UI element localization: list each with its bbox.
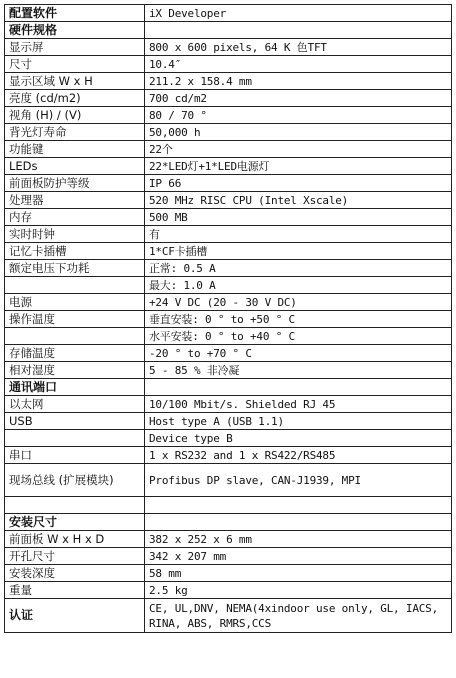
- table-row: [5, 90, 452, 107]
- table-row: [5, 582, 452, 599]
- table-row: [5, 379, 452, 396]
- power-rated-max: 最大: 1.0 A: [145, 277, 452, 294]
- empty-cell: [145, 22, 452, 39]
- table-row: [5, 22, 452, 39]
- usb-device: Device type B: [145, 430, 452, 447]
- ethernet-label: 以太网: [5, 396, 145, 413]
- section-comm: 通讯端口: [5, 379, 145, 396]
- table-row: [5, 345, 452, 362]
- power-label: 电源: [5, 294, 145, 311]
- cpu-label: 处理器: [5, 192, 145, 209]
- table-row: [5, 294, 452, 311]
- humidity-label: 相对湿度: [5, 362, 145, 379]
- table-row: [5, 5, 452, 22]
- cutout-value: 342 x 207 mm: [145, 548, 452, 565]
- humidity-value: 5 - 85 % 非冷凝: [145, 362, 452, 379]
- spec-table: [4, 4, 452, 633]
- storage-temp-value: -20 ° to +70 ° C: [145, 345, 452, 362]
- table-row: [5, 464, 452, 497]
- table-row: [5, 73, 452, 90]
- table-row: [5, 226, 452, 243]
- ethernet-value: 10/100 Mbit/s. Shielded RJ 45: [145, 396, 452, 413]
- table-row: [5, 209, 452, 226]
- power-rated-normal: 正常: 0.5 A: [145, 260, 452, 277]
- table-row: [5, 107, 452, 124]
- weight-label: 重量: [5, 582, 145, 599]
- depth-label: 安装深度: [5, 565, 145, 582]
- section-cert: 认证: [5, 599, 145, 633]
- empty-cell: [145, 379, 452, 396]
- table-row: [5, 362, 452, 379]
- backlight-value: 50,000 h: [145, 124, 452, 141]
- viewing-angle-label: 视角 (H) / (V): [5, 107, 145, 124]
- empty-cell: [5, 277, 145, 294]
- leds-label: LEDs: [5, 158, 145, 175]
- usb-label: USB: [5, 413, 145, 430]
- cf-slot-label: 记忆卡插槽: [5, 243, 145, 260]
- empty-cell: [145, 514, 452, 531]
- storage-temp-label: 存储温度: [5, 345, 145, 362]
- op-temp-label: 操作温度: [5, 311, 145, 328]
- depth-value: 58 mm: [145, 565, 452, 582]
- table-row: [5, 192, 452, 209]
- area-value: 211.2 x 158.4 mm: [145, 73, 452, 90]
- section-hardware: 硬件规格: [5, 22, 145, 39]
- table-row: [5, 413, 452, 430]
- power-rated-label: 额定电压下功耗: [5, 260, 145, 277]
- table-row: [5, 430, 452, 447]
- table-row: [5, 124, 452, 141]
- usb-host: Host type A (USB 1.1): [145, 413, 452, 430]
- empty-cell: [5, 328, 145, 345]
- serial-label: 串口: [5, 447, 145, 464]
- table-row: [5, 175, 452, 192]
- fieldbus-label: 现场总线 (扩展模块): [5, 464, 145, 497]
- display-value: 800 x 600 pixels, 64 K 色TFT: [145, 39, 452, 56]
- table-row: [5, 39, 452, 56]
- rtc-label: 实时时钟: [5, 226, 145, 243]
- brightness-label: 亮度 (cd/m2): [5, 90, 145, 107]
- table-row: [5, 56, 452, 73]
- front-panel-label: 前面板 W x H x D: [5, 531, 145, 548]
- empty-cell: [145, 497, 452, 514]
- ip-rating-label: 前面板防护等级: [5, 175, 145, 192]
- op-temp-vertical: 垂直安装: 0 ° to +50 ° C: [145, 311, 452, 328]
- memory-value: 500 MB: [145, 209, 452, 226]
- rtc-value: 有: [145, 226, 452, 243]
- cpu-value: 520 MHz RISC CPU (Intel Xscale): [145, 192, 452, 209]
- table-row: [5, 141, 452, 158]
- table-row: [5, 447, 452, 464]
- function-keys-value: 22个: [145, 141, 452, 158]
- fieldbus-value: Profibus DP slave, CAN-J1939, MPI: [145, 464, 452, 497]
- table-row: [5, 396, 452, 413]
- table-row: [5, 158, 452, 175]
- table-row: [5, 311, 452, 328]
- table-row: [5, 328, 452, 345]
- table-row: [5, 531, 452, 548]
- table-row: [5, 565, 452, 582]
- table-row: [5, 497, 452, 514]
- cert-value: CE, UL,DNV, NEMA(4xindoor use only, GL, IACS, RINA, ABS, RMRS,CCS: [145, 599, 452, 633]
- config-software-label: 配置软件: [5, 5, 145, 22]
- display-label: 显示屏: [5, 39, 145, 56]
- size-value: 10.4″: [145, 56, 452, 73]
- table-row: [5, 548, 452, 565]
- cutout-label: 开孔尺寸: [5, 548, 145, 565]
- serial-value: 1 x RS232 and 1 x RS422/RS485: [145, 447, 452, 464]
- cf-slot-value: 1*CF卡插槽: [145, 243, 452, 260]
- memory-label: 内存: [5, 209, 145, 226]
- function-keys-label: 功能键: [5, 141, 145, 158]
- table-row: [5, 599, 452, 633]
- backlight-label: 背光灯寿命: [5, 124, 145, 141]
- leds-value: 22*LED灯+1*LED电源灯: [145, 158, 452, 175]
- config-software-value: iX Developer: [145, 5, 452, 22]
- table-row: [5, 514, 452, 531]
- table-row: [5, 277, 452, 294]
- weight-value: 2.5 kg: [145, 582, 452, 599]
- table-row: [5, 260, 452, 277]
- brightness-value: 700 cd/m2: [145, 90, 452, 107]
- table-row: [5, 243, 452, 260]
- power-value: +24 V DC (20 - 30 V DC): [145, 294, 452, 311]
- front-panel-value: 382 x 252 x 6 mm: [145, 531, 452, 548]
- empty-cell: [5, 497, 145, 514]
- ip-rating-value: IP 66: [145, 175, 452, 192]
- viewing-angle-value: 80 / 70 °: [145, 107, 452, 124]
- op-temp-horizontal: 水平安装: 0 ° to +40 ° C: [145, 328, 452, 345]
- empty-cell: [5, 430, 145, 447]
- size-label: 尺寸: [5, 56, 145, 73]
- area-label: 显示区域 W x H: [5, 73, 145, 90]
- section-install: 安装尺寸: [5, 514, 145, 531]
